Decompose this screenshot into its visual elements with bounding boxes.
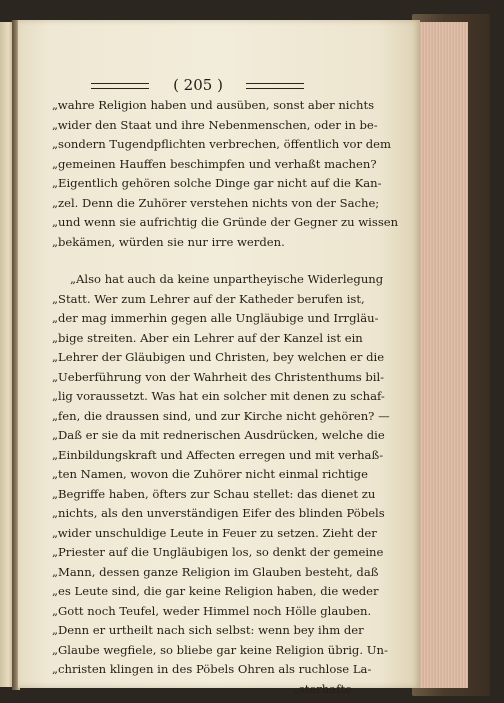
text-line: „ten Namen, wovon die Zuhörer nicht einmal richtige [52, 467, 368, 481]
text-line: „christen klingen in des Pöbels Ohren als ruchlose La- [52, 662, 372, 676]
page-number: ( 205 ) [173, 76, 223, 94]
paragraph-2 [52, 270, 390, 680]
text-line: „nichts, als den unverständigen Eifer des blinden Pöbels [52, 506, 385, 520]
paragraph-1 [52, 96, 399, 252]
text-line: „Priester auf die Ungläubigen los, so denkt der gemeine [52, 545, 384, 559]
text-line: „wider den Staat und ihre Nebenmenschen, oder in be- [52, 117, 378, 132]
text-line: „zel. Denn die Zuhörer verstehen nichts von der Sache; [52, 195, 380, 210]
text-line: „Einbildungskraft und Affecten erregen und mit verhaß- [52, 447, 384, 462]
text-line: „bekämen, würden sie nur irre werden. [52, 234, 285, 249]
paragraph-gap [52, 252, 352, 270]
page-header [88, 75, 308, 95]
text-line: „wider unschuldige Leute in Feuer zu setzen. Zieht der [52, 525, 377, 540]
text-line: „bige streiten. Aber ein Lehrer auf der Kanzel ist ein [52, 330, 363, 345]
text-line: „Statt. Wer zum Lehrer auf der Katheder berufen ist, [52, 291, 365, 306]
text-line: „gemeinen Hauffen beschimpfen und verhaßt machen? [52, 156, 377, 171]
text-line: „fen, die draussen sind, und zur Kirche nicht gehören? — [52, 408, 390, 423]
text-line: „Gott noch Teufel, weder Himmel noch Hölle glauben. [52, 603, 372, 618]
body-text [52, 96, 399, 699]
text-line: „Denn er urtheilt nach sich selbst: wenn bey ihm der [52, 623, 364, 637]
text-line: „lig voraussetzt. Was hat ein solcher mit denen zu schaf- [52, 389, 385, 403]
page-block-edges [418, 22, 468, 688]
header-rule-left [91, 83, 149, 89]
catchword: „sterhafte [292, 681, 352, 696]
text-line: „Daß er sie da mit rednerischen Ausdrücken, welche die [52, 428, 385, 442]
text-line: „Glaube wegfiele, so bliebe gar keine Religion übrig. Un- [52, 642, 388, 657]
text-line: „und wenn sie aufrichtig die Gründe der Gegner zu wissen [52, 215, 399, 229]
text-line: „sondern Tugendpflichten verbrechen, öffentlich vor dem [52, 137, 391, 151]
text-line: „Lehrer der Gläubigen und Christen, bey welchen er die [52, 350, 385, 364]
text-line: „Ueberführung von der Wahrheit des Christenthums bil- [52, 369, 385, 384]
text-line: „Begriffe haben, öfters zur Schau stellet: das dienet zu [52, 486, 376, 501]
header-rule-right [246, 83, 304, 89]
text-line: „Eigentlich gehören solche Dinge gar nicht auf die Kan- [52, 176, 382, 190]
text-line: „Mann, dessen ganze Religion im Glauben besteht, daß [52, 564, 379, 579]
text-line: „Also hat auch da keine unpartheyische Widerlegung [70, 272, 384, 286]
text-line: „es Leute sind, die gar keine Religion haben, die weder [52, 584, 379, 598]
text-line: „der mag immerhin gegen alle Ungläubige und Irrgläu- [52, 311, 379, 325]
text-line: „wahre Religion haben und ausüben, sonst aber nichts [52, 98, 375, 112]
